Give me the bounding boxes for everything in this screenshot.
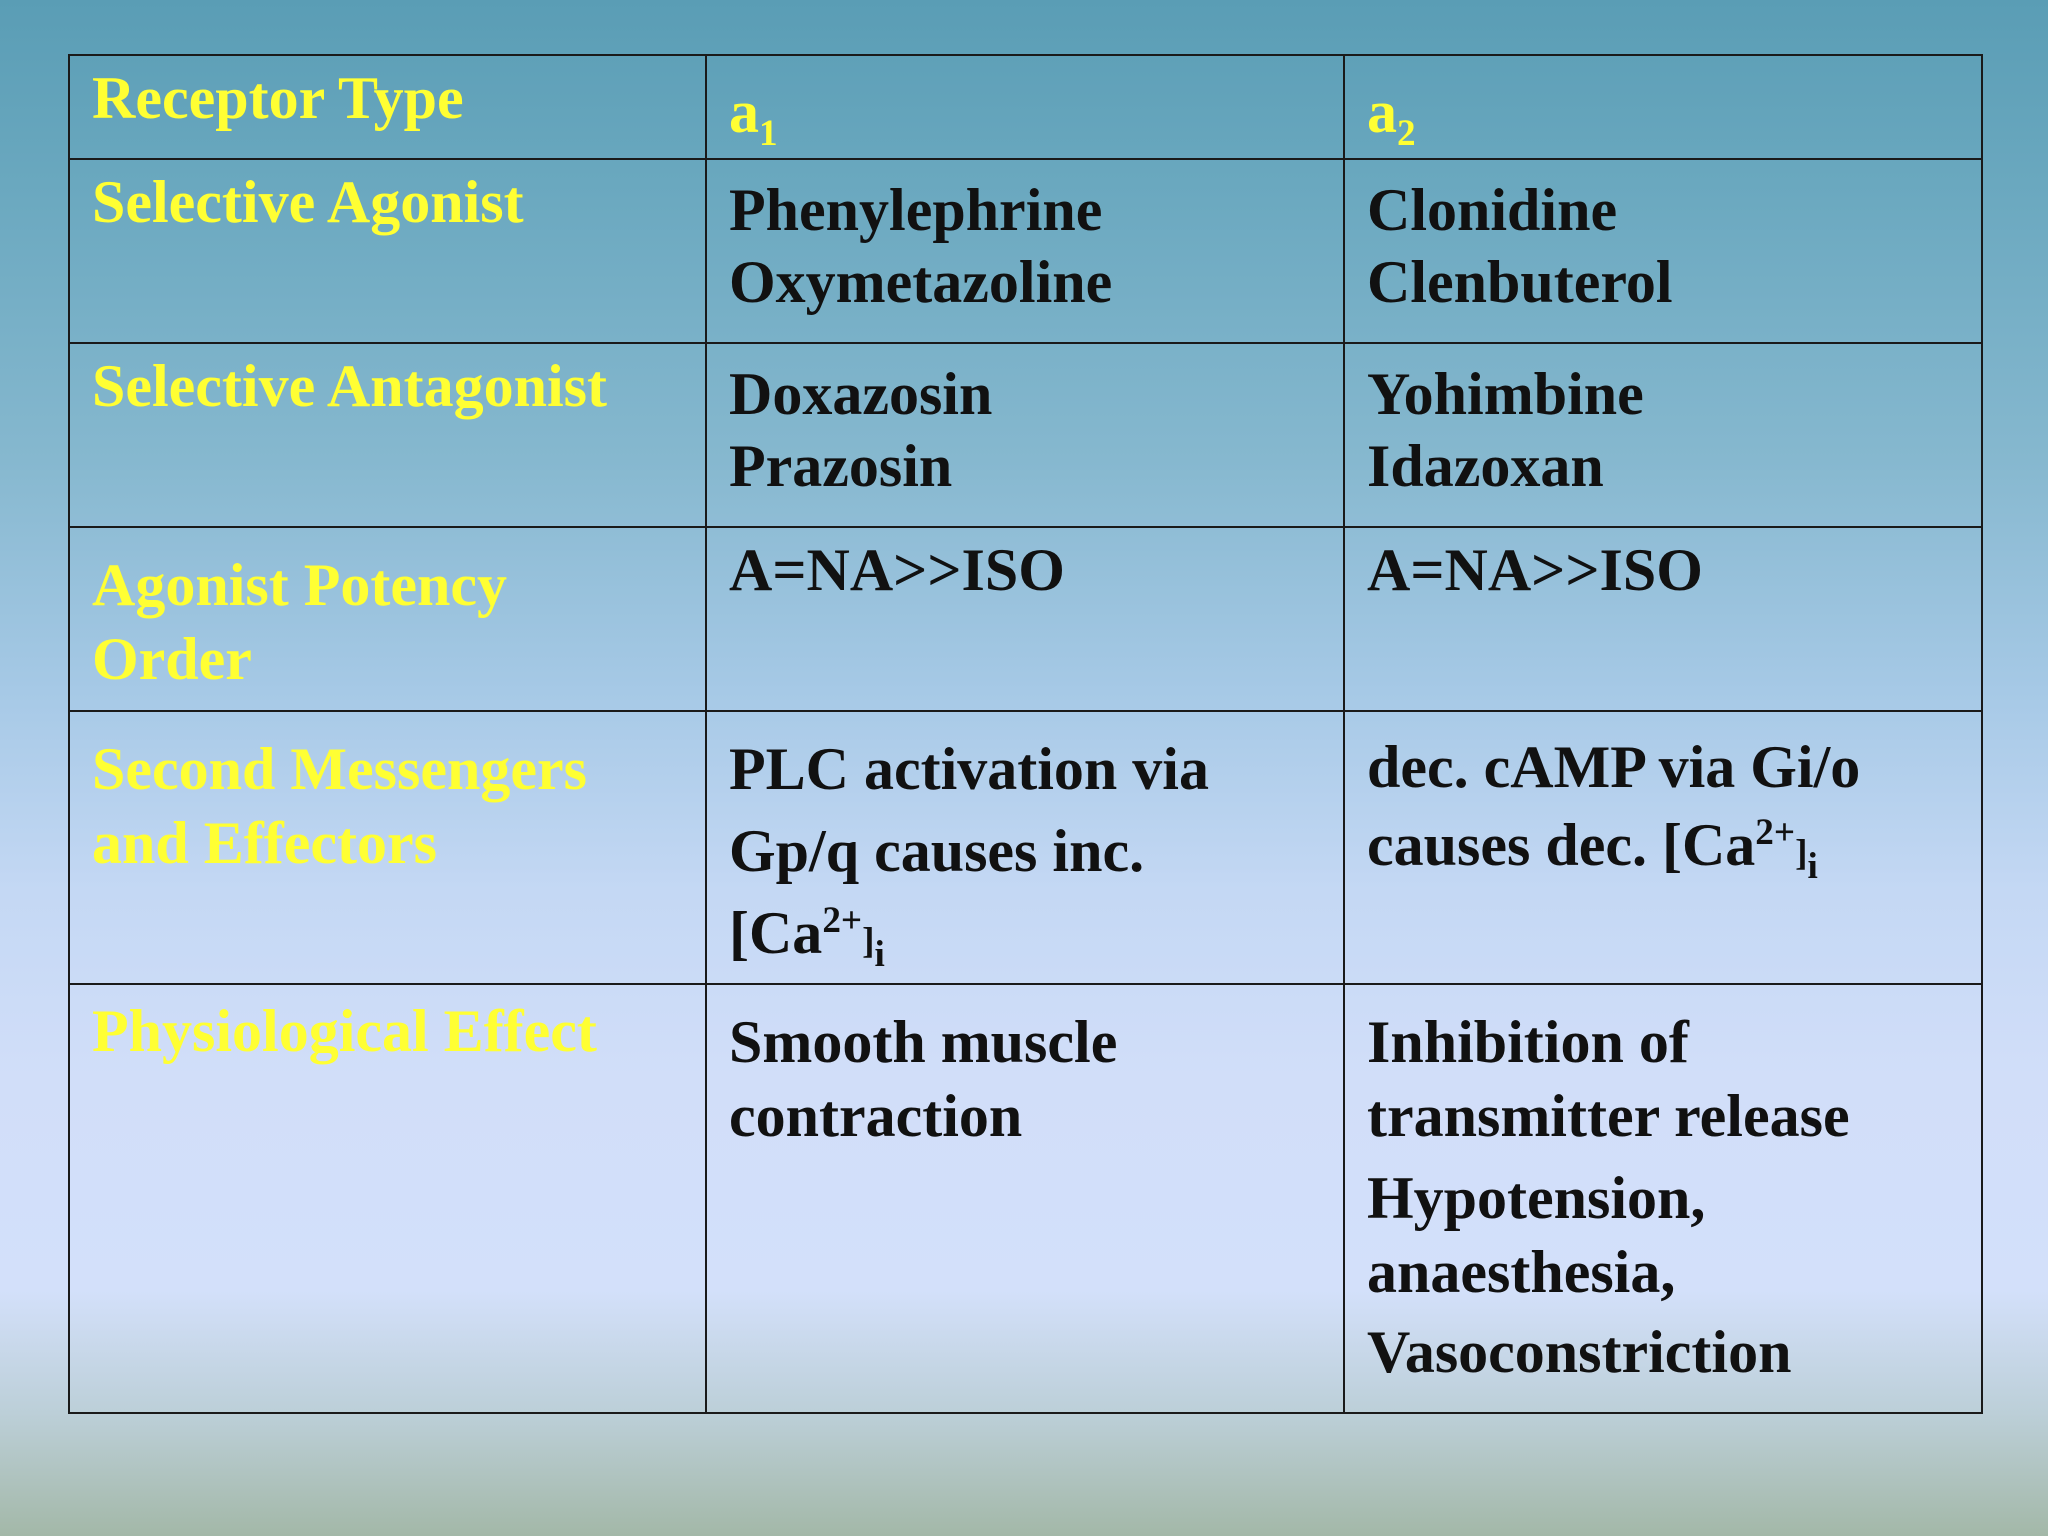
table-cell-line: Gp/q causes inc. [729,818,1145,884]
row-label: Selective Agonist [69,159,706,343]
table-cell-line: Inhibition of [1367,1009,1689,1075]
table-cell-line: Clenbuterol [1367,249,1673,315]
selective-antagonist-row [69,343,1982,527]
table-cell-line: transmitter release [1367,1083,1850,1149]
intracellular-subscript: i [1807,846,1818,887]
table-cell-line: anaesthesia, [1367,1239,1676,1305]
receptor-type-label: Receptor Type [69,55,706,159]
table-cell-line: dec. cAMP via Gi/o [1367,734,1861,800]
table-cell-line: contraction [729,1083,1023,1149]
intracellular-subscript: i [874,934,885,975]
table-cell-line: Smooth muscle [729,1009,1118,1075]
agonist-potency-row [69,527,1982,711]
second-messengers-row [69,711,1982,984]
row-label: Selective Antagonist [69,343,706,527]
table-cell-line: A=NA>>ISO [729,537,1065,603]
table-cell-line: PLC activation via [729,736,1209,802]
table-cell-line: Idazoxan [1367,433,1604,499]
table-cell-line: Hypotension, [1367,1165,1706,1231]
calcium-expression [729,892,1323,983]
bracket-close: ] [1795,833,1808,874]
receptor-table [68,54,1983,1414]
alpha1-messengers [706,711,1344,984]
alpha1-antagonists [706,343,1344,527]
table-cell-line: Vasoconstriction [1367,1319,1792,1385]
table-cell-line: Clonidine [1367,177,1618,243]
alpha2-messengers [1344,711,1982,984]
table-cell-line: A=NA>>ISO [1367,537,1703,603]
physiological-effect-row [69,984,1982,1413]
alpha2-symbol: a [1367,79,1397,145]
alpha1-header [706,55,1344,159]
calcium-expression [1367,806,1961,893]
alpha2-agonists [1344,159,1982,343]
calcium-charge: 2+ [822,900,863,941]
header-row [69,55,1982,159]
calcium-charge: 2+ [1755,812,1796,853]
alpha1-agonists [706,159,1344,343]
table-cell-line: Doxazosin [729,361,993,427]
calcium-symbol: [Ca [729,900,823,966]
alpha1-potency [706,527,1344,711]
table-cell-line: Phenylephrine [729,177,1103,243]
table-cell-line: Yohimbine [1367,361,1644,427]
alpha2-header [1344,55,1982,159]
row-label: Agonist Potency Order [69,527,706,711]
table-cell-line: Prazosin [729,433,953,499]
alpha2-potency [1344,527,1982,711]
alpha1-subscript: 1 [759,113,778,154]
calcium-prefix: causes dec. [Ca [1367,812,1756,878]
alpha1-symbol: a [729,79,759,145]
row-label: Physiological Effect [69,984,706,1413]
alpha2-antagonists [1344,343,1982,527]
bracket-close: ] [862,921,875,962]
row-label: Second Messengers and Effectors [69,711,706,984]
selective-agonist-row [69,159,1982,343]
alpha2-subscript: 2 [1397,113,1416,154]
alpha2-effect [1344,984,1982,1413]
alpha1-effect [706,984,1344,1413]
table-cell-line: Oxymetazoline [729,249,1113,315]
